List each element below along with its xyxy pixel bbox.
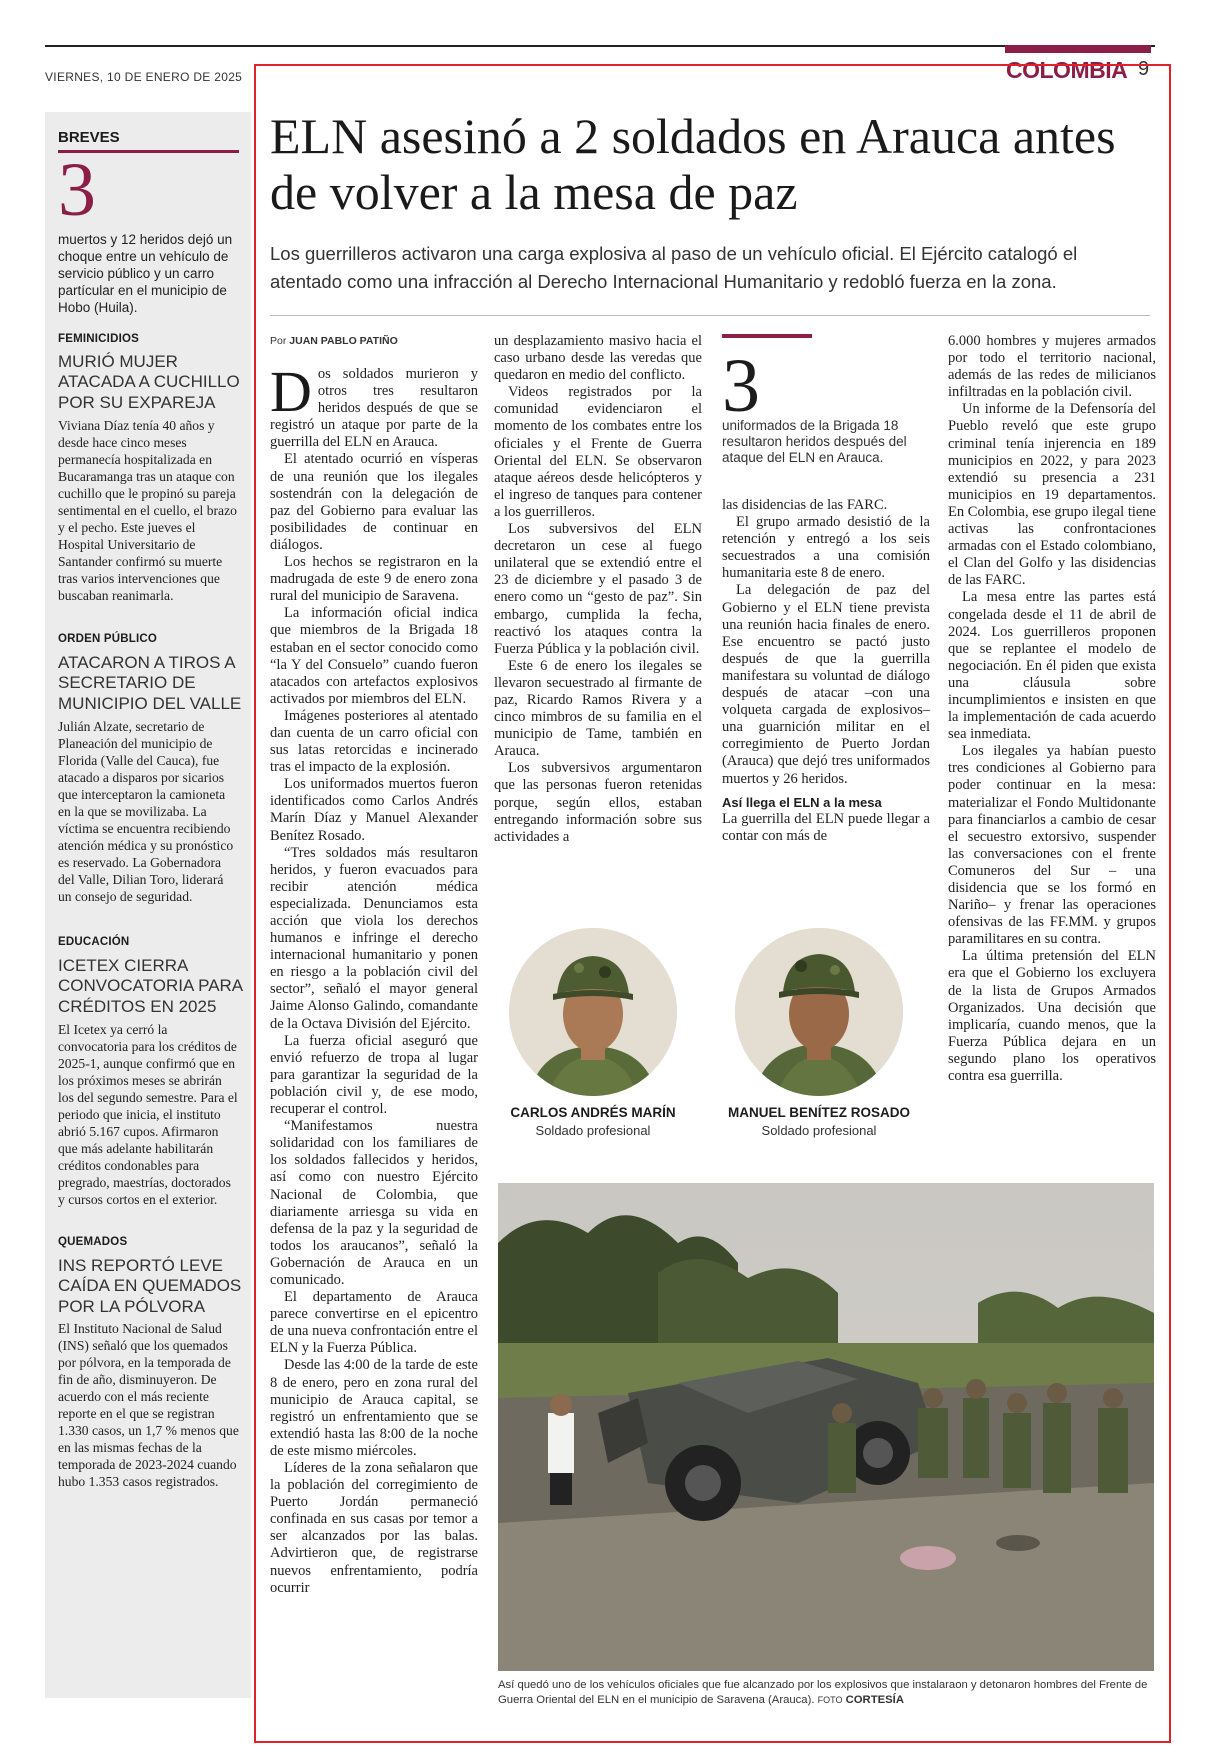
portrait-name: MANUEL BENÍTEZ ROSADO [727, 1105, 910, 1120]
brief-category: ORDEN PÚBLICO [58, 633, 158, 645]
portrait-role: Soldado profesional [761, 1123, 877, 1138]
header-rule [45, 45, 1155, 47]
section-name: COLOMBIA [1006, 57, 1128, 83]
paragraph: La delegación de paz del Gobierno y el ELN tiene prevista una reunión hacia finales de enero. Ese encuentro se pactó justo después de que la guerrilla manifestara su voluntad de diálogo después de atacar –con una volqueta cargada de explosivos– una guarnición militar en el corregimiento de Puerto Jordan (Arauca) que dejó tres uniformados muertos y 26 heridos. [722, 582, 930, 787]
briefs-stat-number: 3 [58, 148, 96, 232]
brief-body: El Icetex ya cerró la convocatoria para los créditos de 2025-1, aunque confirmó que en los próximos meses se abrirán los del segundo semestre. Para el periodo que inicia, el instituto abrió 5.167 cupos. Afirmaron que más adelante habilitarán créditos condonables para pregrado, maestrías, doctorados y cursos cortos en el exterior. [58, 1022, 238, 1207]
paragraph: Los ilegales ya habían puesto tres condiciones al Gobierno para poder continuar en la mesa: materializar el Fondo Multidonante para financiarlos a cambio de cesar el secuestro extorsivo, suspender las conversaciones con el frente Comuneros del Sur – una disidencia que se los formó en Nariño– y frenar las operaciones ofensivas de las FF.MM. y grupos paramilitares en su contra. [948, 743, 1156, 948]
paragraph: “Manifestamos nuestra solidaridad con los familiares de los soldados fallecidos y heridos, así como con nuestro Ejército Nacional de Colombia, que diariamente arriesga su vida en defensa de la paz y la seguridad de todos los araucanos”, señaló la Gobernación de Arauca en un comunicado. [270, 1118, 478, 1288]
brief-headline: ICETEX CIERRA CONVOCATORIA PARA CRÉDITOS EN 2025 [58, 956, 243, 1016]
paragraph: 6.000 hombres y mujeres armados por todo el territorio nacional, además de las redes de milicianos infiltradas en la población civil. [948, 333, 1156, 401]
portrait-role: Soldado profesional [535, 1123, 651, 1138]
byline-author: JUAN PABLO PATIÑO [289, 335, 398, 347]
paragraph: un desplazamiento masivo hacia el caso urbano desde las veredas que quedaron en medio del conflicto. [494, 333, 702, 384]
brief-body: Viviana Díaz tenía 40 años y desde hace cinco meses permanecía hospitalizada en Bucaramanga tras un ataque con cuchillo que le propinó su pareja sentimental en el cuello, el brazo y el pecho. Este jueves el Hospital Universitario de Santander confirmó su muerte tras varios intervenciones que buscaban reanimarla. [58, 418, 237, 603]
brief-body: El Instituto Nacional de Salud (INS) señaló que los quemados por pólvora, en la temporada de fin de año, disminuyeron. De acuerdo con el más reciente reporte en el que se registran 1.330 casos, un 1,7 % menos que en las mismas fechas de la temporada de 2023-2024 cuando hubo 1.353 casos registrados. [58, 1321, 239, 1489]
paragraph: “Tres soldados más resultaron heridos, y fueron evacuados para recibir atención médica especializada. Denunciamos esta acción que viola los derechos humanos e infringe el derecho internacional humanitario y ponen en riesgo a la población civil del sector”, señaló el mayor general Jaime Alonso Galindo, comandante de la Octava División del Ejército. [270, 844, 478, 1032]
paragraph: Los hechos se registraron en la madrugada de este 9 de enero zona rural del municipio de Saravena. [270, 554, 478, 605]
briefs-stat-text: muertos y 12 heridos dejó un choque entre un vehículo de servicio público y un carro partícular en el municipio de Hobo (Huila). [58, 232, 233, 315]
paragraph: La fuerza oficial aseguró que envió refuerzo de tropa al lugar para garantizar la seguridad de la población civil y, de ese modo, recuperar el control. [270, 1032, 478, 1118]
page-number: 9 [1138, 58, 1150, 80]
paragraph: os soldados murieron y otros tres resultaron heridos después de que se registró un ataque por parte de la guerrilla del ELN en Arauca. [270, 366, 478, 451]
brief-body: Julián Alzate, secretario de Planeación del municipio de Florida (Valle del Cauca), fue atacado a disparos por sicarios que interceptaron la camioneta en la que se movilizaba. La víctima se encuentra recibiendo atención médica y su pronóstico es reservado. La Gobernadora del Valle, Dilian Toro, liderará un consejo de seguridad. [58, 719, 234, 904]
paragraph: El departamento de Arauca parece convertirse en el epicentro de una nueva confrontación entre el ELN y la Fuerza Pública. [270, 1289, 478, 1357]
brief-category: EDUCACIÓN [58, 936, 130, 948]
portrait-name: CARLOS ANDRÉS MARÍN [510, 1105, 676, 1120]
photo-credit-prefix: FOTO [817, 1695, 843, 1705]
briefs-title: BREVES [58, 129, 120, 146]
byline-prefix: Por [270, 335, 287, 347]
paragraph: las disidencias de las FARC. [722, 497, 888, 513]
paragraph: Líderes de la zona señalaron que la población del corregimiento de Puerto Jordán permaneció confinada en sus casas por temor a ser alcanzados por las balas. Advirtieron que, de registrarse nuevos enfrentamiento, podría ocurrir [270, 1460, 478, 1596]
paragraph: La mesa entre las partes está congelada desde el 11 de abril de 2024. Los guerrilleros proponen que se replantee el modelo de negociación. En él piden que exista una cláusula sobre incumplimientos e insisten en que la implementación de cada acuerdo sea inmediata. [948, 589, 1156, 743]
caption-text: Así quedó uno de los vehículos oficiales que fue alcanzado por los explosivos que instalaraon y detonaron hombres del Frente de Guerra Oriental del ELN en el municipio de Saravena (Arauca). [498, 1679, 1148, 1706]
brief-headline: ATACARON A TIROS A SECRETARIO DE MUNICIPIO DEL VALLE [58, 653, 242, 713]
section-subhead: Así llega el ELN a la mesa [722, 794, 882, 810]
paragraph: Los subversivos del ELN decretaron un cese al fuego unilateral que se extendió entre el 23 de diciembre y el pasado 3 de enero como un “gesto de paz”. Sin embargo, cumplida la fecha, reactivó los ataques contra la Fuerza Pública y la población civil. [494, 521, 702, 657]
paragraph: Videos registrados por la comunidad evidenciaron el momento de los combates entre los oficiales y el Frente de Guerra Oriental del ELN. Se observaron ataque aéreos desde helicópteros y el ingreso de tanques para contener a los guerrilleros. [494, 384, 702, 520]
paragraph: Desde las 4:00 de la tarde de este 8 de enero, pero en zona rural del municipio de Arauca capital, se registró un enfrentamiento que se extendió hasta las 8:00 de la noche de este mismo miércoles. [270, 1357, 478, 1459]
section-color-bar [1005, 45, 1151, 53]
edition-date: VIERNES, 10 DE ENERO DE 2025 [45, 70, 243, 84]
stat-text: uniformados de la Brigada 18 resultaron heridos después del ataque del ELN en Arauca. [722, 418, 907, 465]
paragraph: Un informe de la Defensoría del Pueblo reveló que este grupo criminal tenía injerencia en 189 municipios en 2022, y para 2023 extendió su presencia a 231 municipios en 19 departamentos. En Colombia, ese grupo ilegal tiene activas las confrontaciones armadas con el Estado colombiano, el Clan del Golfo y las disidencias de las FARC. [948, 401, 1156, 589]
paragraph: La guerrilla del ELN puede llegar a contar con más de [722, 810, 930, 844]
stat-number: 3 [722, 344, 760, 428]
paragraph: Imágenes posteriores al atentado dan cuenta de un carro oficial con sus latas retorcidas e incinerado tras el impacto de la explosión. [270, 707, 478, 776]
brief-category: FEMINICIDIOS [58, 333, 139, 345]
brief-category: QUEMADOS [58, 1236, 128, 1248]
paragraph: El atentado ocurrió en vísperas de una reunión que los ilegales sostendrán con la delegación de paz del Gobierno para evaluar las posibilidades de continuar en diálogos. [270, 451, 478, 553]
brief-headline: MURIÓ MUJER ATACADA A CUCHILLO POR SU EXPAREJA [58, 352, 240, 412]
drop-cap: D [270, 359, 312, 424]
paragraph: La última pretensión del ELN era que el Gobierno los excluyera de la lista de Grupos Armados Organizados. Una decisión que implicaría, cuando menos, que la Fuerza Pública dejara en un segundo plano los operativos contra esa guerrilla. [948, 948, 1156, 1085]
brief-headline: INS REPORTÓ LEVE CAÍDA EN QUEMADOS POR LA PÓLVORA [58, 1256, 242, 1316]
paragraph: El grupo armado desistió de la retención y entregó a los seis secuestrados a una comisión humanitaria este 8 de enero. [722, 514, 930, 582]
briefs-sidebar [45, 112, 251, 1698]
article-headline: ELN asesinó a 2 soldados en Arauca antes de volver a la mesa de paz [270, 108, 1116, 220]
article-deck: Los guerrilleros activaron una carga explosiva al paso de un vehículo oficial. El Ejército catalogó el atentado como una infracción al Derecho Internacional Humanitario y redobló fuerza en la zona. [270, 243, 1078, 292]
paragraph: La información oficial indica que miembros de la Brigada 18 estaban en el sector conocido como “la Y del Consuelo” cuando fueron atacados con artefactos explosivos activados por miembros del ELN. [270, 605, 478, 707]
photo-credit: CORTESÍA [845, 1694, 904, 1706]
paragraph: Los subversivos argumentaron que las personas fueron retenidas porque, según ellos, estaban entregando información sobre sus actividades a [494, 760, 702, 845]
paragraph: Los uniformados muertos fueron identificados como Carlos Andrés Marín Díaz y Manuel Alexander Benítez Rosado. [270, 776, 478, 844]
paragraph: Este 6 de enero los ilegales se llevaron secuestrado al firmante de paz, Ricardo Ramos Rivera y a cinco mimbros de su familia en el municipio de Tame, también en Arauca. [494, 657, 702, 760]
highlight-frame [254, 64, 1171, 1743]
